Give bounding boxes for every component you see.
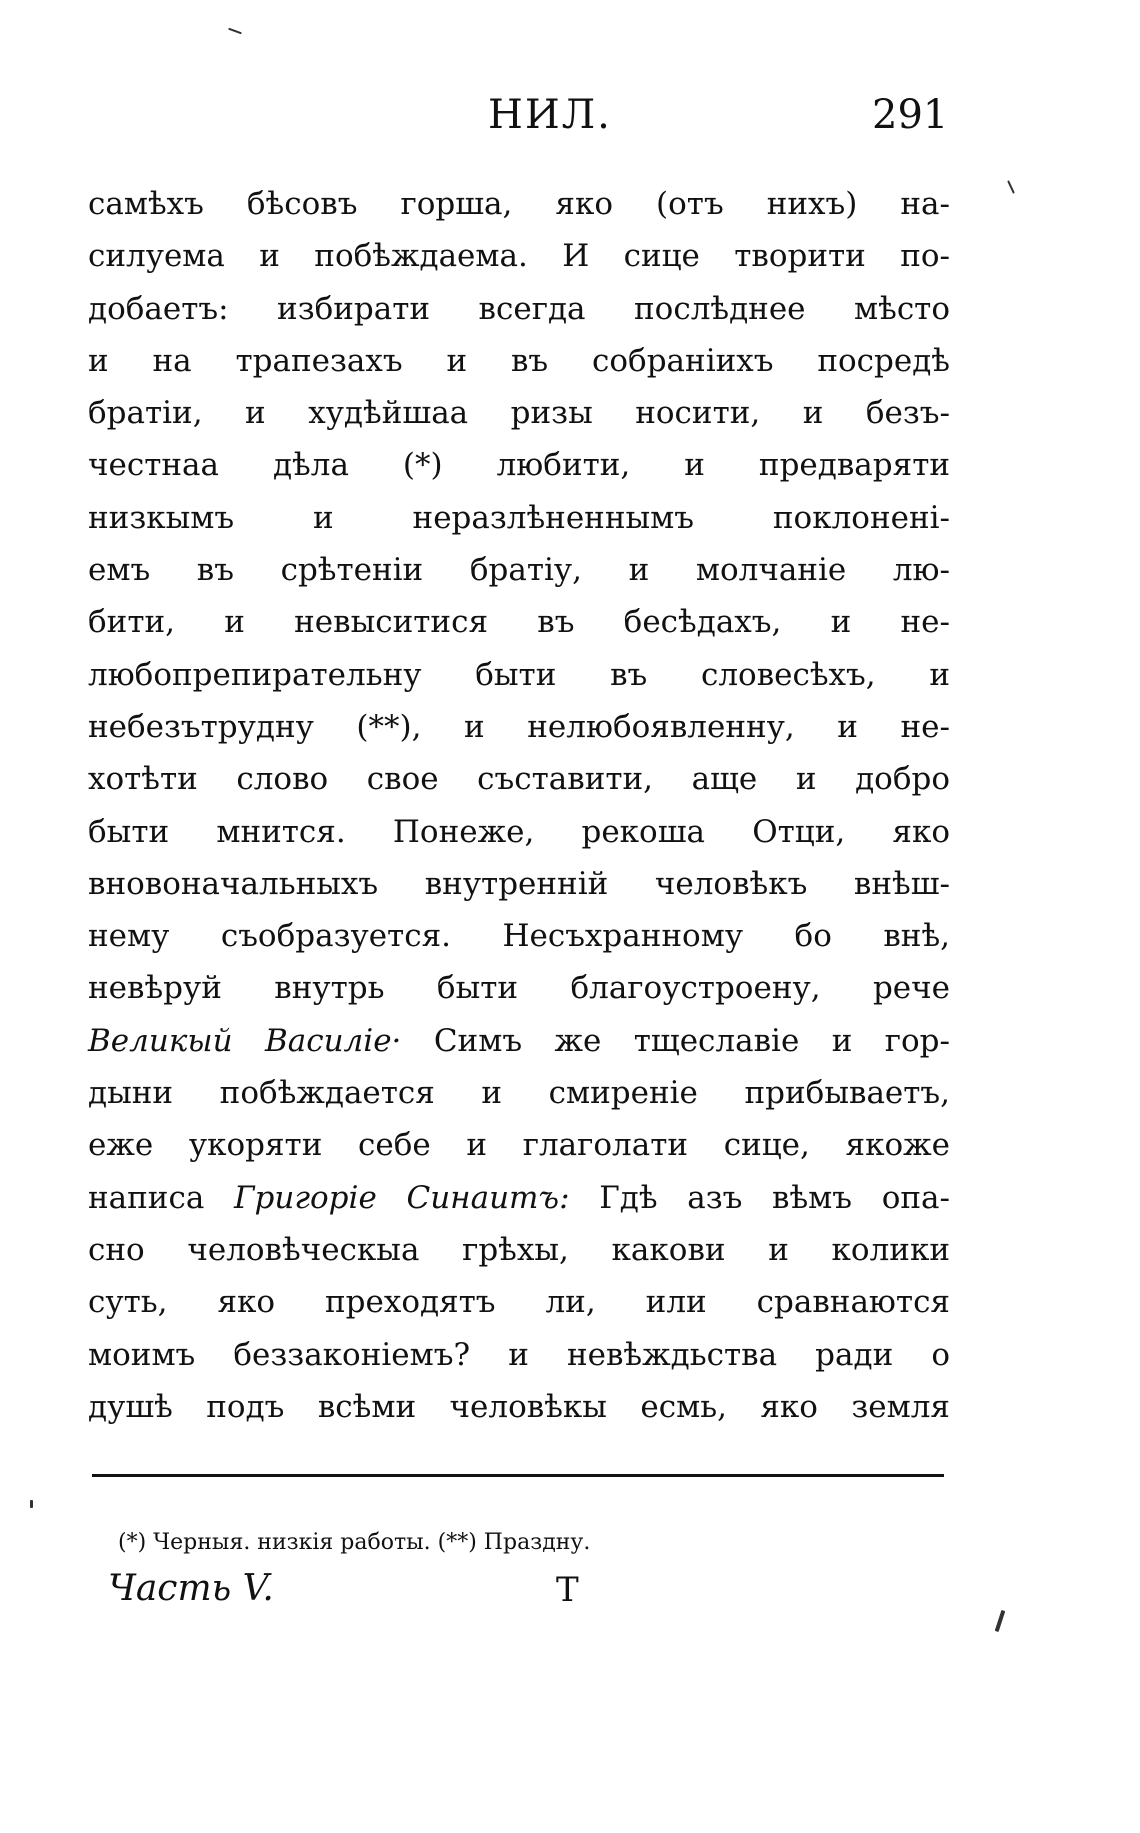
ink-speck	[1007, 180, 1015, 194]
ink-speck	[228, 28, 242, 35]
body-line: душѣ подъ всѣми человѣкы есмь, яко земля	[88, 1388, 950, 1425]
running-title: НИЛ.	[488, 92, 612, 138]
footnote-rule	[92, 1474, 944, 1477]
body-line: сно человѣческыа грѣхы, какови и колики	[88, 1231, 950, 1268]
body-line: нему съобразуется. Несъхранному бо внѣ,	[88, 918, 950, 955]
body-line: братіи, и худѣйшаа ризы носити, и безъ-	[88, 395, 950, 432]
body-line: самѣхъ бѣсовъ горша, яко (отъ нихъ) на-	[88, 186, 950, 222]
body-line: добаетъ: избирати всегда послѣднее мѣсто	[88, 290, 950, 327]
ink-speck	[995, 1610, 1006, 1632]
italic-name: Великый Василiе·	[88, 1022, 402, 1059]
body-line: хотѣти слово свое съставити, аще и добро	[88, 761, 950, 798]
ink-speck	[30, 1500, 33, 1508]
line-text: Гдѣ азъ вѣмъ опа-	[569, 1179, 950, 1216]
page-number: 291	[872, 92, 949, 138]
body-line: еже укоряти себе и глаголати сице, якоже	[88, 1127, 950, 1164]
body-line: и на трапезахъ и въ собраніихъ посредѣ	[88, 342, 950, 379]
body-line: моимъ беззаконіемъ? и невѣждьства ради о	[88, 1336, 950, 1373]
body-line-with-italic	[88, 1172, 950, 1224]
body-line: силуема и побѣждаема. И сице творити по-	[88, 238, 950, 275]
body-line: быти мнится. Понеже, рекоша Отци, яко	[88, 813, 950, 850]
volume-signature: Часть V.	[108, 1568, 274, 1609]
body-line: вновоначальныхъ внутренній человѣкъ внѣш-	[88, 865, 950, 902]
signature-mark: Т	[556, 1570, 579, 1610]
body-line: небезътрудну (**), и нелюбоявленну, и не-	[88, 708, 950, 745]
body-line: бити, и невыситися въ бесѣдахъ, и не-	[88, 604, 950, 641]
body-line: невѣруй внутрь быти благоустроену, рече	[88, 970, 950, 1007]
body-line: честнаа дѣла (*) любити, и предваряти	[88, 447, 950, 484]
footnotes: (*) Черныя. низкія работы. (**) Праздну.	[118, 1530, 591, 1555]
italic-name: Григоріе Синаитъ:	[234, 1179, 570, 1216]
body-line: любопрепирательну быти въ словесѣхъ, и	[88, 656, 950, 693]
body-line: низкымъ и неразлѣненнымъ поклоненi-	[88, 499, 950, 536]
body-line: суть, яко преходятъ ли, или сравнаются	[88, 1284, 950, 1321]
body-line-with-italic	[88, 1015, 950, 1067]
running-head	[0, 92, 1140, 152]
body-line: дыни побѣждается и смиреніе прибываетъ,	[88, 1075, 950, 1112]
body-line: емъ въ срѣтеніи братiу, и молчаніе лю-	[88, 552, 950, 589]
line-text: Симъ же тщеславіе и гор-	[401, 1022, 950, 1059]
signature-line	[108, 1568, 578, 1618]
body-text	[88, 178, 950, 1433]
line-text: написа	[88, 1179, 235, 1216]
